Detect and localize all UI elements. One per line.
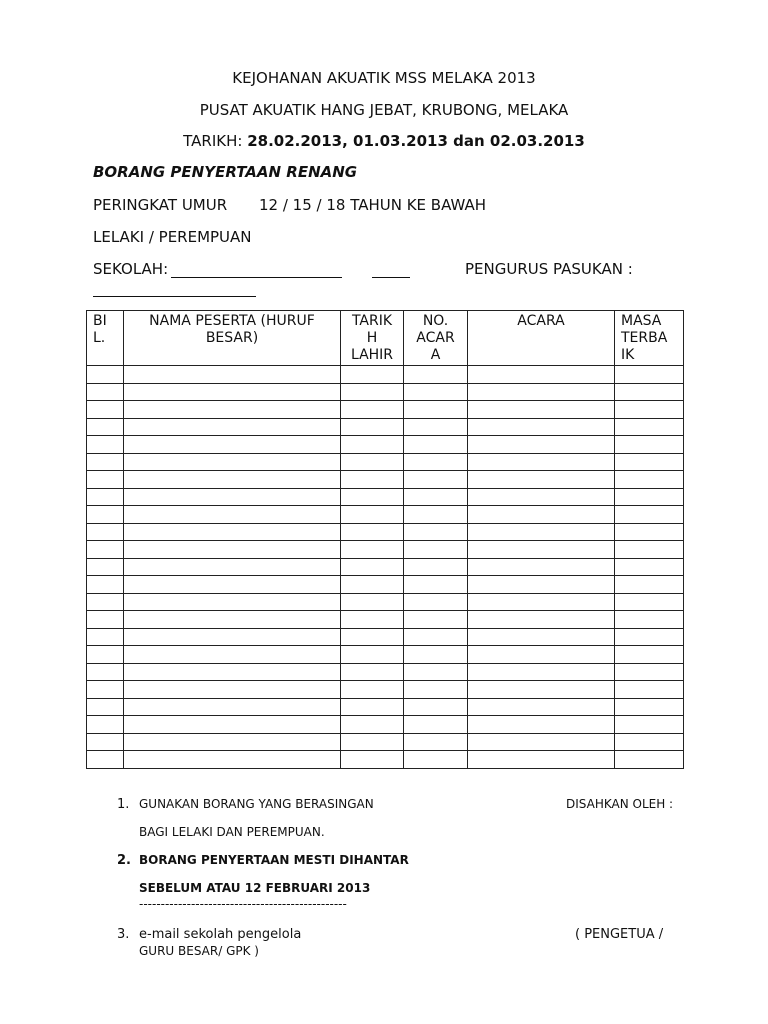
cell-bil[interactable] bbox=[87, 576, 124, 594]
cell-event-no[interactable] bbox=[404, 646, 468, 664]
table-row bbox=[87, 418, 684, 436]
cell-name[interactable] bbox=[124, 751, 341, 769]
cell-bil[interactable] bbox=[87, 681, 124, 699]
cell-best-time[interactable] bbox=[615, 506, 684, 524]
cell-event[interactable] bbox=[468, 383, 615, 401]
table-row bbox=[87, 751, 684, 769]
cell-best-time[interactable] bbox=[615, 733, 684, 751]
cell-dob[interactable] bbox=[341, 558, 404, 576]
cell-best-time[interactable] bbox=[615, 698, 684, 716]
table-row bbox=[87, 716, 684, 734]
cell-bil[interactable] bbox=[87, 471, 124, 489]
cell-event[interactable] bbox=[468, 453, 615, 471]
approved-by-label: DISAHKAN OLEH : bbox=[566, 797, 674, 811]
dashed-line: ------------------------------------------------ bbox=[139, 897, 347, 911]
date-label: TARIKH: bbox=[183, 132, 248, 150]
table-row bbox=[87, 488, 684, 506]
school-blank[interactable] bbox=[171, 277, 342, 278]
cell-event-no[interactable] bbox=[404, 506, 468, 524]
table-row bbox=[87, 436, 684, 454]
cell-event[interactable] bbox=[468, 628, 615, 646]
col-header-event-no: NO. ACAR A bbox=[404, 311, 468, 366]
cell-best-time[interactable] bbox=[615, 611, 684, 629]
table-row bbox=[87, 366, 684, 384]
cell-dob[interactable] bbox=[341, 593, 404, 611]
cell-event[interactable] bbox=[468, 488, 615, 506]
cell-bil[interactable] bbox=[87, 663, 124, 681]
cell-bil[interactable] bbox=[87, 593, 124, 611]
gender-options: LELAKI / PEREMPUAN bbox=[93, 228, 252, 246]
cell-event[interactable] bbox=[468, 506, 615, 524]
event-date bbox=[0, 132, 768, 150]
cell-event-no[interactable] bbox=[404, 611, 468, 629]
cell-bil[interactable] bbox=[87, 698, 124, 716]
cell-bil[interactable] bbox=[87, 628, 124, 646]
school-label: SEKOLAH: bbox=[93, 260, 169, 278]
signatory-title: ( PENGETUA / bbox=[575, 927, 664, 942]
cell-dob[interactable] bbox=[341, 751, 404, 769]
cell-event-no[interactable] bbox=[404, 471, 468, 489]
cell-dob[interactable] bbox=[341, 366, 404, 384]
cell-best-time[interactable] bbox=[615, 366, 684, 384]
cell-event-no[interactable] bbox=[404, 593, 468, 611]
cell-name[interactable] bbox=[124, 716, 341, 734]
cell-bil[interactable] bbox=[87, 506, 124, 524]
table-row bbox=[87, 506, 684, 524]
cell-dob[interactable] bbox=[341, 681, 404, 699]
cell-best-time[interactable] bbox=[615, 383, 684, 401]
cell-event[interactable] bbox=[468, 716, 615, 734]
cell-name[interactable] bbox=[124, 558, 341, 576]
cell-name[interactable] bbox=[124, 488, 341, 506]
col-header-best-time: MASA TERBA IK bbox=[615, 311, 684, 366]
cell-event[interactable] bbox=[468, 611, 615, 629]
cell-bil[interactable] bbox=[87, 751, 124, 769]
cell-dob[interactable] bbox=[341, 506, 404, 524]
cell-dob[interactable] bbox=[341, 436, 404, 454]
cell-event-no[interactable] bbox=[404, 401, 468, 419]
entry-table bbox=[86, 310, 684, 769]
cell-event[interactable] bbox=[468, 418, 615, 436]
cell-name[interactable] bbox=[124, 436, 341, 454]
table-row bbox=[87, 593, 684, 611]
cell-name[interactable] bbox=[124, 401, 341, 419]
cell-best-time[interactable] bbox=[615, 681, 684, 699]
cell-best-time[interactable] bbox=[615, 663, 684, 681]
cell-name[interactable] bbox=[124, 418, 341, 436]
school-code-blank[interactable] bbox=[372, 277, 410, 278]
cell-bil[interactable] bbox=[87, 646, 124, 664]
cell-best-time[interactable] bbox=[615, 523, 684, 541]
cell-event-no[interactable] bbox=[404, 523, 468, 541]
table-row bbox=[87, 628, 684, 646]
cell-event-no[interactable] bbox=[404, 576, 468, 594]
cell-name[interactable] bbox=[124, 383, 341, 401]
cell-dob[interactable] bbox=[341, 663, 404, 681]
cell-bil[interactable] bbox=[87, 436, 124, 454]
cell-dob[interactable] bbox=[341, 401, 404, 419]
cell-dob[interactable] bbox=[341, 611, 404, 629]
note-1-line-2: BAGI LELAKI DAN PEREMPUAN. bbox=[139, 825, 325, 839]
cell-event-no[interactable] bbox=[404, 681, 468, 699]
cell-bil[interactable] bbox=[87, 733, 124, 751]
col-header-dob: TARIK H LAHIR bbox=[341, 311, 404, 366]
cell-name[interactable] bbox=[124, 681, 341, 699]
cell-event-no[interactable] bbox=[404, 488, 468, 506]
note-2-line-2: SEBELUM ATAU 12 FEBRUARI 2013 bbox=[139, 881, 371, 895]
cell-name[interactable] bbox=[124, 576, 341, 594]
cell-event[interactable] bbox=[468, 646, 615, 664]
note-1-line-1: GUNAKAN BORANG YANG BERASINGAN bbox=[139, 797, 374, 811]
cell-event[interactable] bbox=[468, 733, 615, 751]
cell-event[interactable] bbox=[468, 558, 615, 576]
cell-event[interactable] bbox=[468, 593, 615, 611]
cell-event-no[interactable] bbox=[404, 436, 468, 454]
note-3-number: 3. bbox=[117, 927, 130, 942]
table-row bbox=[87, 646, 684, 664]
cell-bil[interactable] bbox=[87, 716, 124, 734]
cell-dob[interactable] bbox=[341, 471, 404, 489]
table-row bbox=[87, 401, 684, 419]
cell-name[interactable] bbox=[124, 698, 341, 716]
cell-event-no[interactable] bbox=[404, 418, 468, 436]
cell-event[interactable] bbox=[468, 366, 615, 384]
table-row bbox=[87, 471, 684, 489]
cell-name[interactable] bbox=[124, 646, 341, 664]
cell-event[interactable] bbox=[468, 751, 615, 769]
cell-event-no[interactable] bbox=[404, 541, 468, 559]
table-row bbox=[87, 733, 684, 751]
event-title: KEJOHANAN AKUATIK MSS MELAKA 2013 bbox=[232, 69, 536, 87]
cell-bil[interactable] bbox=[87, 541, 124, 559]
cell-best-time[interactable] bbox=[615, 488, 684, 506]
cell-event[interactable] bbox=[468, 523, 615, 541]
cell-dob[interactable] bbox=[341, 646, 404, 664]
cell-name[interactable] bbox=[124, 663, 341, 681]
cell-event[interactable] bbox=[468, 698, 615, 716]
cell-name[interactable] bbox=[124, 541, 341, 559]
team-manager-blank[interactable] bbox=[93, 296, 256, 297]
cell-dob[interactable] bbox=[341, 576, 404, 594]
cell-event-no[interactable] bbox=[404, 698, 468, 716]
cell-event[interactable] bbox=[468, 576, 615, 594]
cell-name[interactable] bbox=[124, 453, 341, 471]
note-3-line-1: e-mail sekolah pengelola bbox=[139, 927, 302, 942]
cell-dob[interactable] bbox=[341, 383, 404, 401]
cell-name[interactable] bbox=[124, 506, 341, 524]
date-value: 28.02.2013, 01.03.2013 dan 02.03.2013 bbox=[247, 132, 585, 150]
cell-best-time[interactable] bbox=[615, 453, 684, 471]
cell-dob[interactable] bbox=[341, 453, 404, 471]
cell-dob[interactable] bbox=[341, 716, 404, 734]
cell-best-time[interactable] bbox=[615, 593, 684, 611]
cell-dob[interactable] bbox=[341, 418, 404, 436]
cell-name[interactable] bbox=[124, 593, 341, 611]
cell-dob[interactable] bbox=[341, 488, 404, 506]
table-row bbox=[87, 576, 684, 594]
table-row bbox=[87, 698, 684, 716]
cell-best-time[interactable] bbox=[615, 471, 684, 489]
cell-event-no[interactable] bbox=[404, 751, 468, 769]
note-2-line-1: BORANG PENYERTAAN MESTI DIHANTAR bbox=[139, 853, 409, 867]
cell-best-time[interactable] bbox=[615, 558, 684, 576]
table-row bbox=[87, 453, 684, 471]
cell-event-no[interactable] bbox=[404, 716, 468, 734]
table-row bbox=[87, 523, 684, 541]
note-2-number: 2. bbox=[117, 853, 131, 868]
table-row bbox=[87, 383, 684, 401]
cell-event-no[interactable] bbox=[404, 663, 468, 681]
col-header-name: NAMA PESERTA (HURUF BESAR) bbox=[124, 311, 341, 366]
cell-bil[interactable] bbox=[87, 366, 124, 384]
note-1-number: 1. bbox=[117, 797, 130, 812]
form-title: BORANG PENYERTAAN RENANG bbox=[93, 163, 358, 181]
cell-event[interactable] bbox=[468, 436, 615, 454]
cell-event-no[interactable] bbox=[404, 366, 468, 384]
cell-event[interactable] bbox=[468, 541, 615, 559]
table-row bbox=[87, 558, 684, 576]
age-category-label: PERINGKAT UMUR bbox=[93, 196, 228, 214]
cell-best-time[interactable] bbox=[615, 576, 684, 594]
cell-bil[interactable] bbox=[87, 453, 124, 471]
cell-event-no[interactable] bbox=[404, 733, 468, 751]
cell-event-no[interactable] bbox=[404, 628, 468, 646]
table-row bbox=[87, 611, 684, 629]
age-category-value: 12 / 15 / 18 TAHUN KE BAWAH bbox=[259, 196, 487, 214]
cell-dob[interactable] bbox=[341, 628, 404, 646]
cell-best-time[interactable] bbox=[615, 418, 684, 436]
cell-bil[interactable] bbox=[87, 488, 124, 506]
col-header-event: ACARA bbox=[468, 311, 615, 366]
cell-name[interactable] bbox=[124, 611, 341, 629]
cell-best-time[interactable] bbox=[615, 716, 684, 734]
cell-bil[interactable] bbox=[87, 418, 124, 436]
cell-best-time[interactable] bbox=[615, 628, 684, 646]
cell-dob[interactable] bbox=[341, 733, 404, 751]
cell-name[interactable] bbox=[124, 366, 341, 384]
cell-dob[interactable] bbox=[341, 541, 404, 559]
cell-best-time[interactable] bbox=[615, 541, 684, 559]
venue-title: PUSAT AKUATIK HANG JEBAT, KRUBONG, MELAKA bbox=[199, 101, 569, 119]
cell-name[interactable] bbox=[124, 733, 341, 751]
cell-name[interactable] bbox=[124, 471, 341, 489]
col-header-bil: BI L. bbox=[87, 311, 124, 366]
team-manager-label: PENGURUS PASUKAN : bbox=[465, 260, 633, 278]
cell-bil[interactable] bbox=[87, 611, 124, 629]
cell-best-time[interactable] bbox=[615, 646, 684, 664]
cell-best-time[interactable] bbox=[615, 751, 684, 769]
cell-bil[interactable] bbox=[87, 383, 124, 401]
cell-event-no[interactable] bbox=[404, 453, 468, 471]
table-header-row bbox=[87, 311, 684, 366]
cell-bil[interactable] bbox=[87, 401, 124, 419]
cell-event[interactable] bbox=[468, 663, 615, 681]
cell-best-time[interactable] bbox=[615, 436, 684, 454]
cell-bil[interactable] bbox=[87, 523, 124, 541]
cell-event[interactable] bbox=[468, 401, 615, 419]
cell-bil[interactable] bbox=[87, 558, 124, 576]
cell-event[interactable] bbox=[468, 681, 615, 699]
table-row bbox=[87, 541, 684, 559]
cell-dob[interactable] bbox=[341, 523, 404, 541]
cell-name[interactable] bbox=[124, 628, 341, 646]
cell-best-time[interactable] bbox=[615, 401, 684, 419]
cell-event[interactable] bbox=[468, 471, 615, 489]
cell-name[interactable] bbox=[124, 523, 341, 541]
cell-event-no[interactable] bbox=[404, 558, 468, 576]
note-3-line-2: GURU BESAR/ GPK ) bbox=[139, 944, 259, 958]
cell-event-no[interactable] bbox=[404, 383, 468, 401]
cell-dob[interactable] bbox=[341, 698, 404, 716]
table-row bbox=[87, 681, 684, 699]
table-row bbox=[87, 663, 684, 681]
